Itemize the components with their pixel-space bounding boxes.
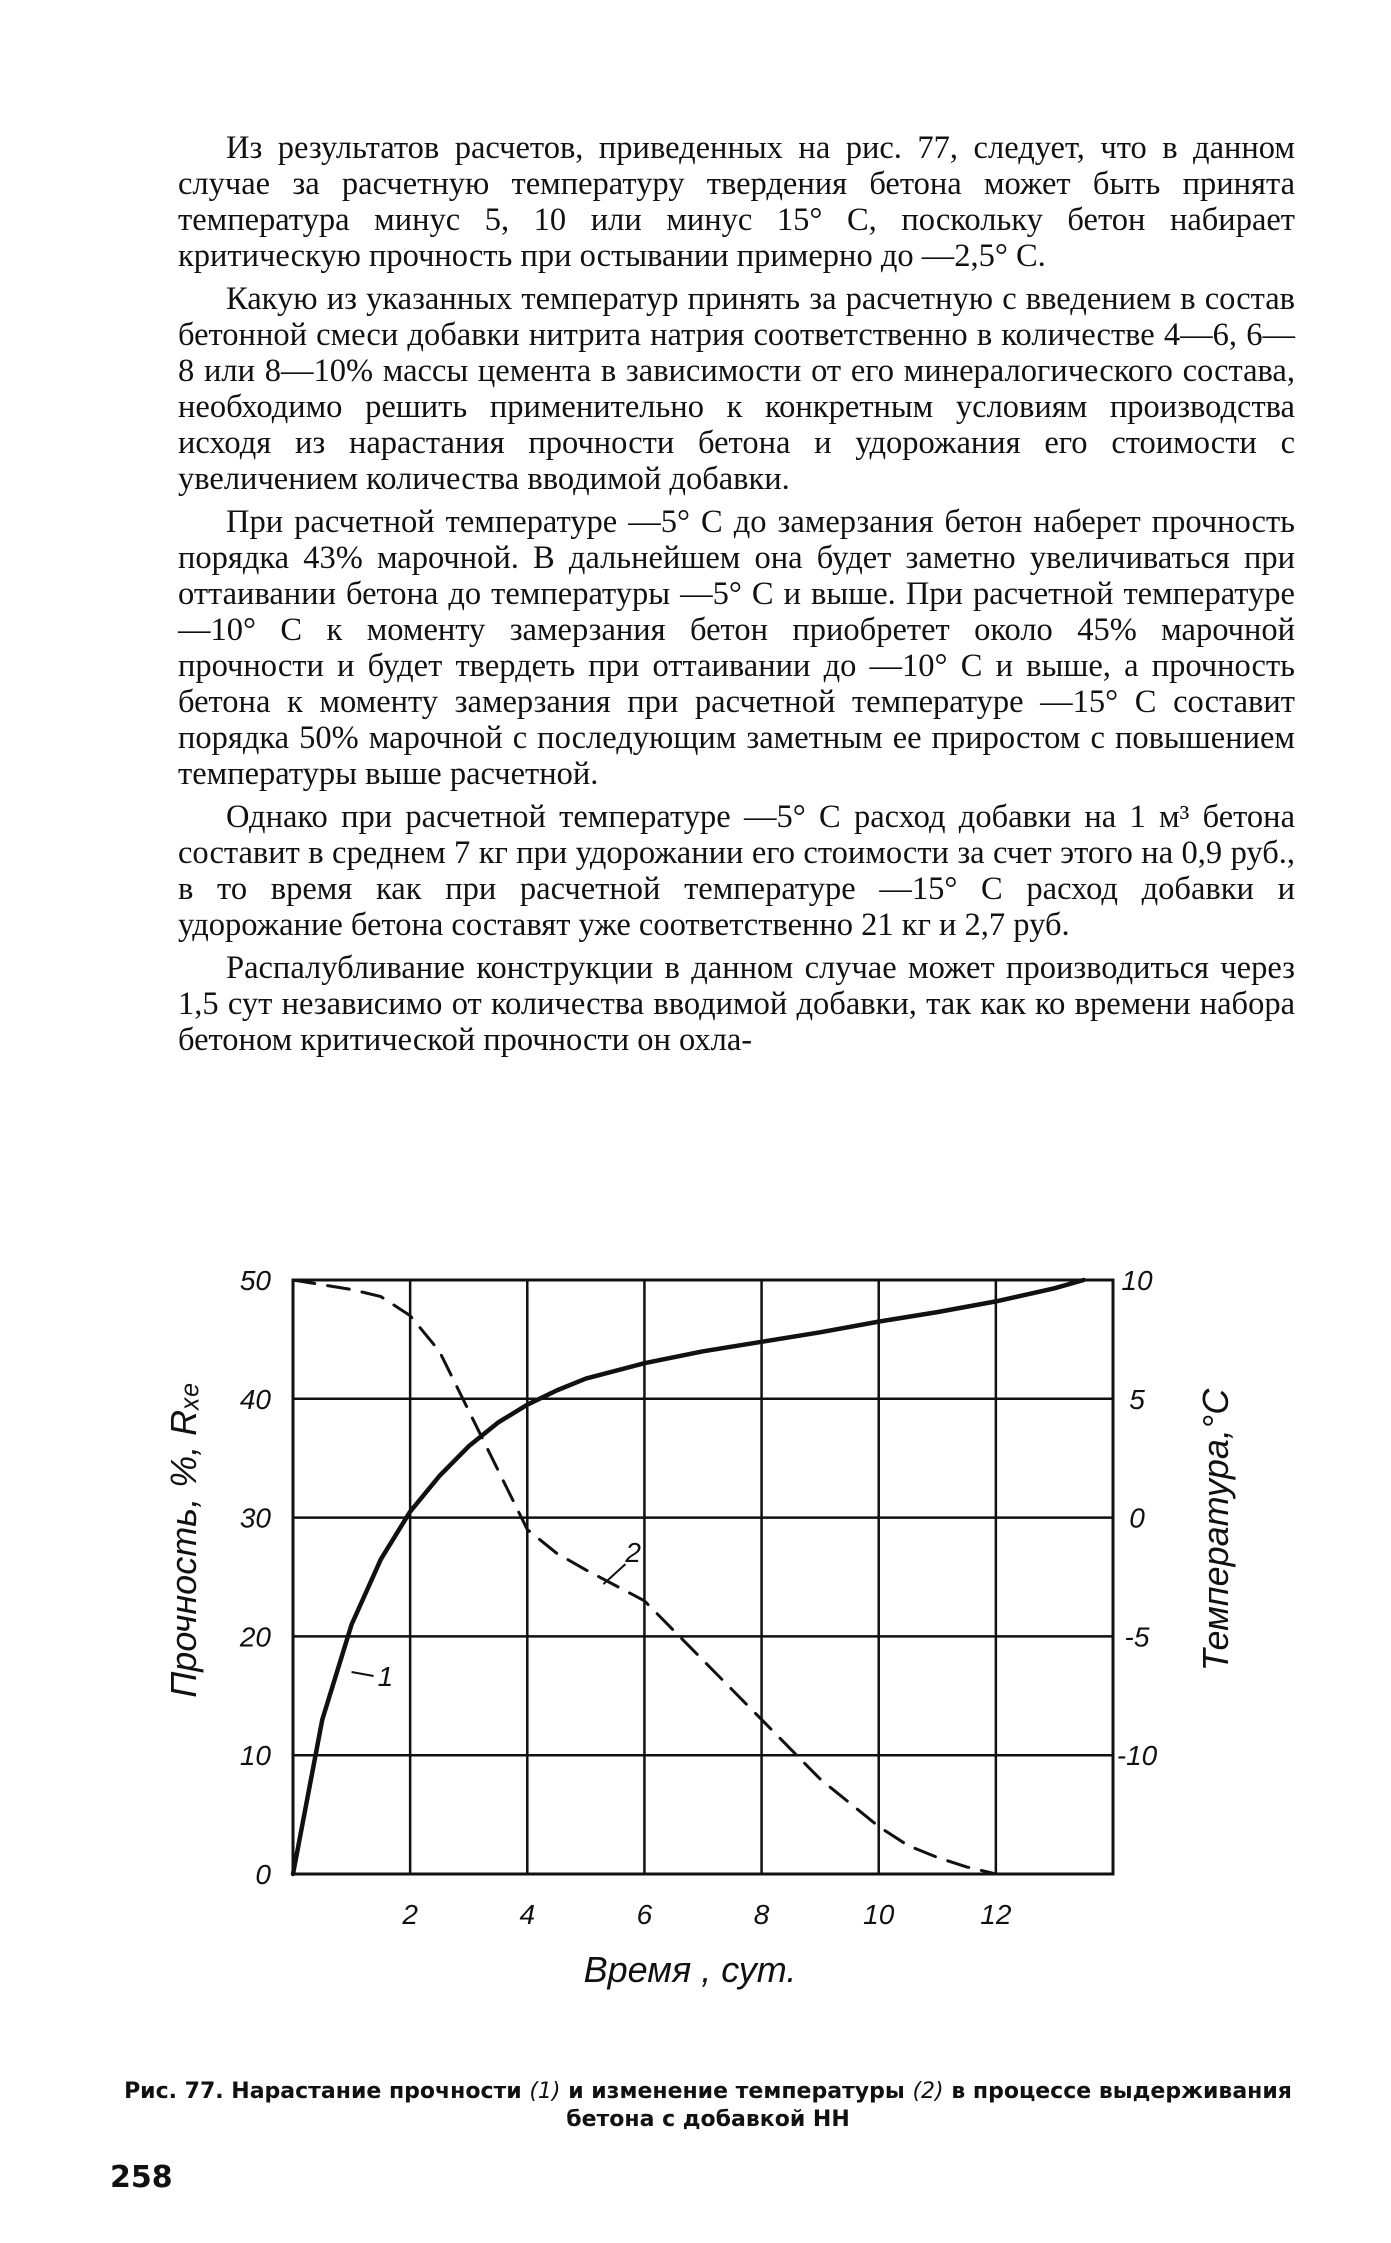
y-tick-label-right: 10 — [1121, 1265, 1153, 1296]
curve-1-leader — [352, 1672, 374, 1676]
paragraph: Распалубливание конструкции в данном случае может производиться через 1,5 сут независимо от количества вводимой добавки, так как ко времени набора бетоном критической прочности он охла- — [178, 950, 1295, 1058]
caption-middle: и изменение температуры — [568, 2079, 905, 2104]
chart-grid — [293, 1280, 1113, 1874]
curve-2-label: 2 — [625, 1537, 642, 1569]
page-number: 258 — [110, 2160, 173, 2195]
y-axis-title-right: Температура,°C — [1195, 1388, 1236, 1672]
paragraph: При расчетной температуре —5° С до замерзания бетон наберет прочность порядка 43% марочной. В дальнейшем она будет заметно увеличиваться при оттаивании бетона до температуры —5° С и выше. При расчетной температуре —10° С к моменту замерзания бетон приобретет около 45% марочной прочности и будет твердеть при оттаивании до —10° С и выше, а прочность бетона к моменту замерзания при расчетной температуре —15° С составит порядка 50% марочной с последующим заметным ее приростом с повышением температуры выше расчетной. — [178, 504, 1295, 792]
curve-2-leader — [603, 1564, 625, 1584]
y-tick-label-left: 40 — [239, 1383, 271, 1415]
y-tick-label-left: 50 — [239, 1265, 271, 1296]
figure-caption — [118, 2078, 1298, 2134]
y-axis-title-left: Прочность, %, Rₓₑ — [163, 1382, 204, 1698]
caption-tail: в процессе выдерживания бетона с добавкой НН — [566, 2079, 1292, 2132]
body-text — [178, 130, 1295, 1065]
y-tick-label-right: 0 — [1129, 1502, 1145, 1534]
x-tick-label: 6 — [636, 1899, 653, 1930]
paragraph: Из результатов расчетов, приведенных на рис. 77, следует, что в данном случае за расчетную температуру твердения бетона может быть принята температура минус 5, 10 или минус 15° С, поскольку бетон набирает критическую прочность при остывании примерно до —2,5° С. — [178, 130, 1295, 274]
x-tick-label: 12 — [980, 1899, 1012, 1930]
y-tick-label-left: 10 — [239, 1740, 271, 1772]
x-tick-label: 2 — [402, 1899, 418, 1930]
strength-temperature-chart — [0, 1225, 1391, 2025]
caption-lead: Рис. 77. Нарастание прочности — [124, 2079, 522, 2104]
y-tick-label-right: -10 — [1116, 1740, 1158, 1772]
x-axis-title: Время , сут. — [583, 1949, 797, 1990]
y-tick-label-left: 0 — [255, 1859, 271, 1890]
caption-curve-1-ref: (1) — [529, 2079, 561, 2104]
paragraph: Какую из указанных температур принять за расчетную с введением в состав бетонной смеси добавки нитрита натрия соответственно в количестве 4—6, 6—8 или 8—10% массы цемента в зависимости от его минералогического состава, необходимо решить применительно к конкретным условиям производства исходя из нарастания прочности бетона и удорожания его стоимости с увеличением количества вводимой добавки. — [178, 281, 1295, 497]
chart-series — [293, 1280, 1084, 1874]
caption-curve-2-ref: (2) — [912, 2079, 944, 2104]
x-tick-label: 10 — [863, 1899, 895, 1930]
plot-frame — [293, 1280, 1113, 1874]
y-tick-label-left: 30 — [239, 1502, 271, 1534]
x-tick-label: 4 — [519, 1899, 536, 1930]
chart-ticks — [239, 1265, 1158, 1930]
series-1-line — [293, 1280, 1084, 1874]
paragraph: Однако при расчетной температуре —5° С расход добавки на 1 м³ бетона составит в среднем 7 кг при удорожании его стоимости за счет этого на 0,9 руб., в то время как при расчетной температуре —15° С расход добавки и удорожание бетона составят уже соответственно 21 кг и 2,7 руб. — [178, 799, 1295, 943]
y-tick-label-right: -5 — [1124, 1621, 1150, 1653]
y-tick-label-right: 5 — [1129, 1383, 1145, 1415]
y-tick-label-left: 20 — [239, 1621, 271, 1653]
x-tick-label: 8 — [753, 1899, 770, 1930]
figure-77 — [0, 1225, 1391, 2025]
series-2-line — [293, 1280, 1025, 1874]
curve-1-label: 1 — [377, 1661, 394, 1693]
